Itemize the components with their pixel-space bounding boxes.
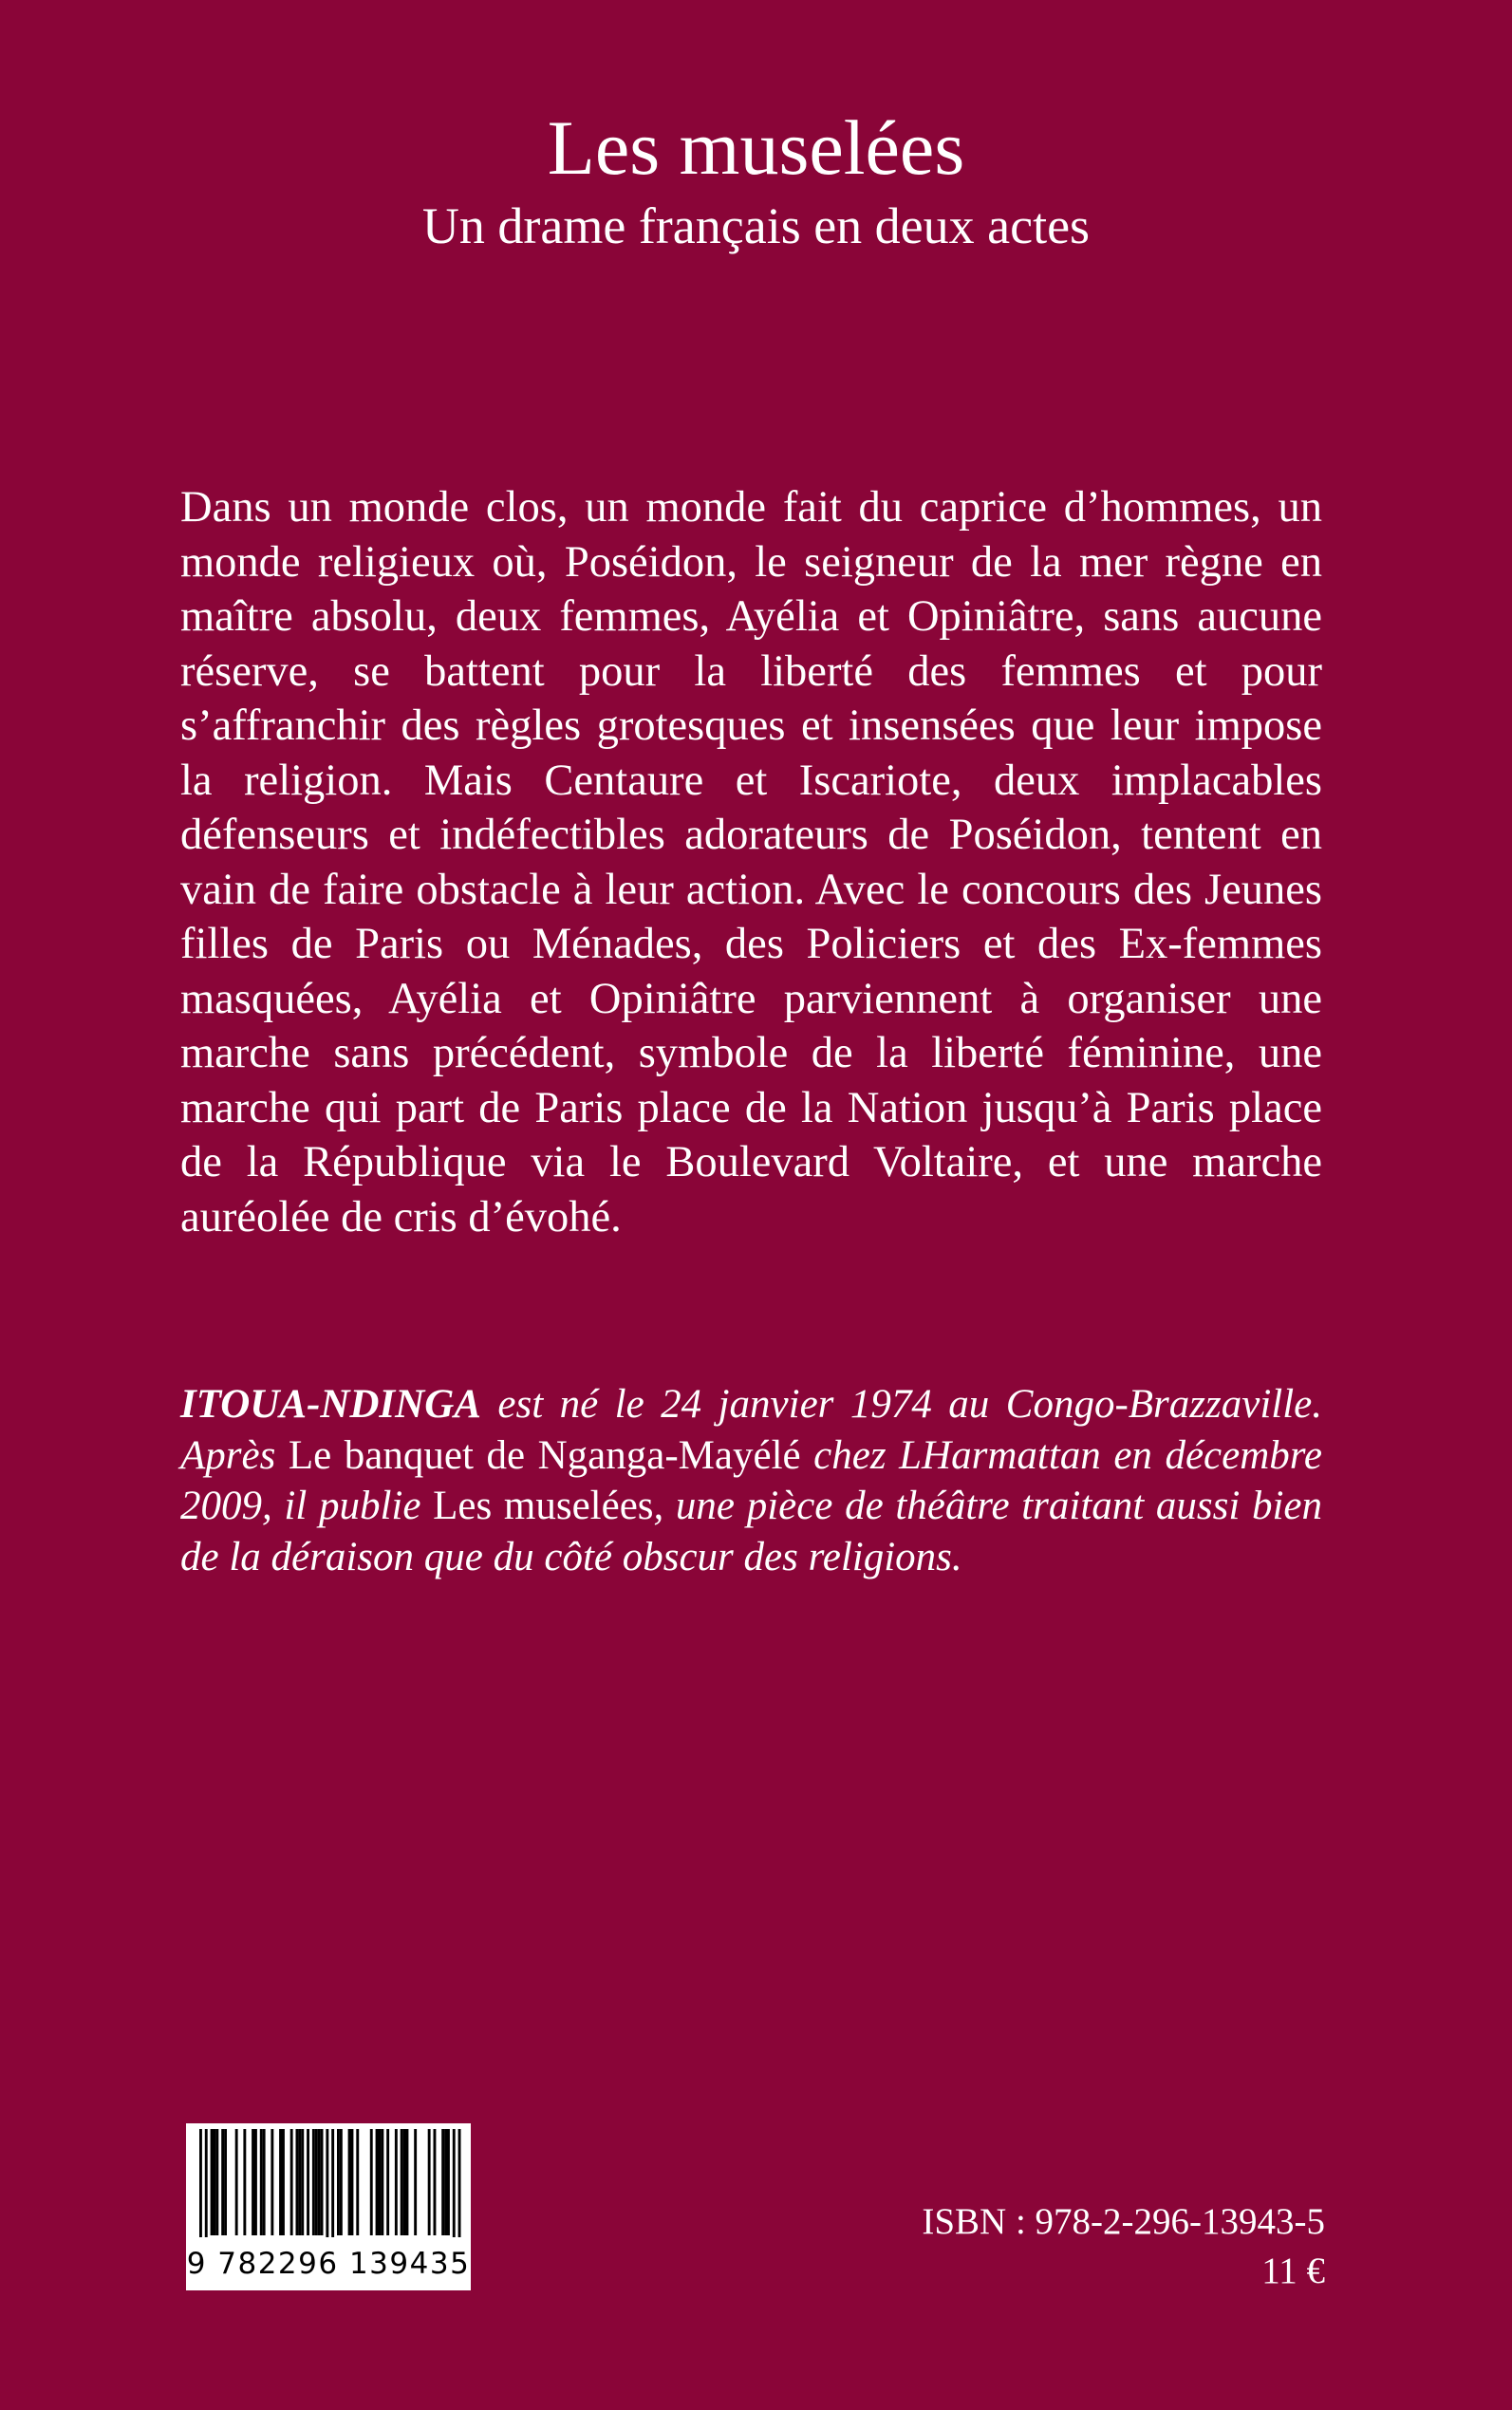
barcode-bar [296,2129,299,2235]
barcode-bar [211,2129,214,2235]
barcode-bar [441,2129,444,2235]
barcode-bar [224,2129,227,2235]
barcode-bar [381,2129,383,2235]
book-subtitle: Un drame français en deux actes [421,197,1091,254]
barcode-guard-bar [205,2129,208,2251]
barcode-bar [215,2129,218,2235]
barcode-bar [290,2129,293,2235]
barcode-bar [379,2129,382,2235]
barcode-bar [401,2129,403,2235]
barcode-bar [434,2129,437,2235]
barcode-bar [312,2129,315,2235]
barcode-guard-bar [458,2129,461,2251]
barcode-bar [337,2129,340,2235]
author-bio [180,1379,1322,1582]
barcode-bar [376,2129,379,2235]
barcode-bar [403,2129,406,2235]
barcode-bar [235,2129,238,2235]
barcode-bar [243,2129,246,2235]
barcode-bar [260,2129,263,2235]
book-title: Les muselées [547,104,965,191]
bio-book-title-2: Les muselées [433,1484,654,1528]
barcode-bar [406,2129,409,2235]
barcode-bar [318,2129,321,2235]
barcode-bar [348,2129,351,2235]
barcode-digits: 9 782296 139435 [186,2237,471,2290]
barcode-bar [298,2129,301,2235]
bio-text-2: chez LHarmattan en décembre 2009, il publie [180,1432,1323,1528]
bio-book-title-1: Le banquet de Nganga-Mayélé [288,1432,801,1478]
barcode-guard-bar [453,2129,456,2251]
barcode-bar [214,2129,216,2235]
book-price: 11 € [1261,2251,1325,2291]
barcode-guard-bar [326,2129,328,2251]
barcode-bar [395,2129,398,2235]
barcode-bar [252,2129,254,2235]
author-name: ITOUA-NDINGA [180,1382,481,1427]
barcode-bar [414,2129,417,2235]
barcode-bar [351,2129,354,2235]
barcode-guard-bar [199,2129,202,2251]
barcode-bar [356,2129,359,2235]
barcode-bar [370,2129,373,2235]
barcode-bar [340,2129,343,2235]
bio-text-3: , une pièce de théâtre traitant aussi bien de la déraison que du côté obscur des religions. [180,1484,1323,1579]
barcode-bar [254,2129,257,2235]
barcode-bar [221,2129,224,2235]
barcode-bar [263,2129,266,2235]
barcode-bar [447,2129,450,2235]
isbn-number: ISBN : 978-2-296-13943-5 [922,2201,1325,2242]
barcode-bar [444,2129,447,2235]
isbn-barcode [186,2123,471,2290]
barcode-bar [279,2129,282,2235]
barcode-guard-bar [331,2129,334,2251]
barcode-bar [315,2129,318,2235]
barcode-bar [301,2129,304,2235]
barcode-bar [428,2129,431,2235]
bio-text-1: est né le 24 janvier 1974 au Congo-Brazzaville. Après [180,1382,1322,1478]
barcode-bar [307,2129,309,2235]
barcode-bar [271,2129,273,2235]
barcode-bar [282,2129,285,2235]
blurb-paragraph: Dans un monde clos, un monde fait du caprice d’hommes, un monde religieux où, Poséidon, le seigneur de la mer règne en maître absolu, deux femmes, Ayélia et Opiniâtre, sans aucune réserve, se battent pour la liberté des femmes et pour s’affranchir des règles grotesques et insensées que leur impose la religion. Mais Centaure et Iscariote, deux implacables défenseurs et indéfectibles adorateurs de Poséidon, tentent en vain de faire obstacle à leur action. Avec le concours des Jeunes filles de Paris ou Ménades, des Policiers et des Ex-femmes masquées, Ayélia et Opiniâtre parviennent à organiser une marche sans précédent, symbole de la liberté féminine, une marche qui part de Paris place de la Nation jusqu’à Paris place de la République via le Boulevard Voltaire, et une marche auréolée de cris d’évohé. [180,483,1322,1242]
barcode-bar [386,2129,389,2235]
barcode-bar [321,2129,324,2235]
